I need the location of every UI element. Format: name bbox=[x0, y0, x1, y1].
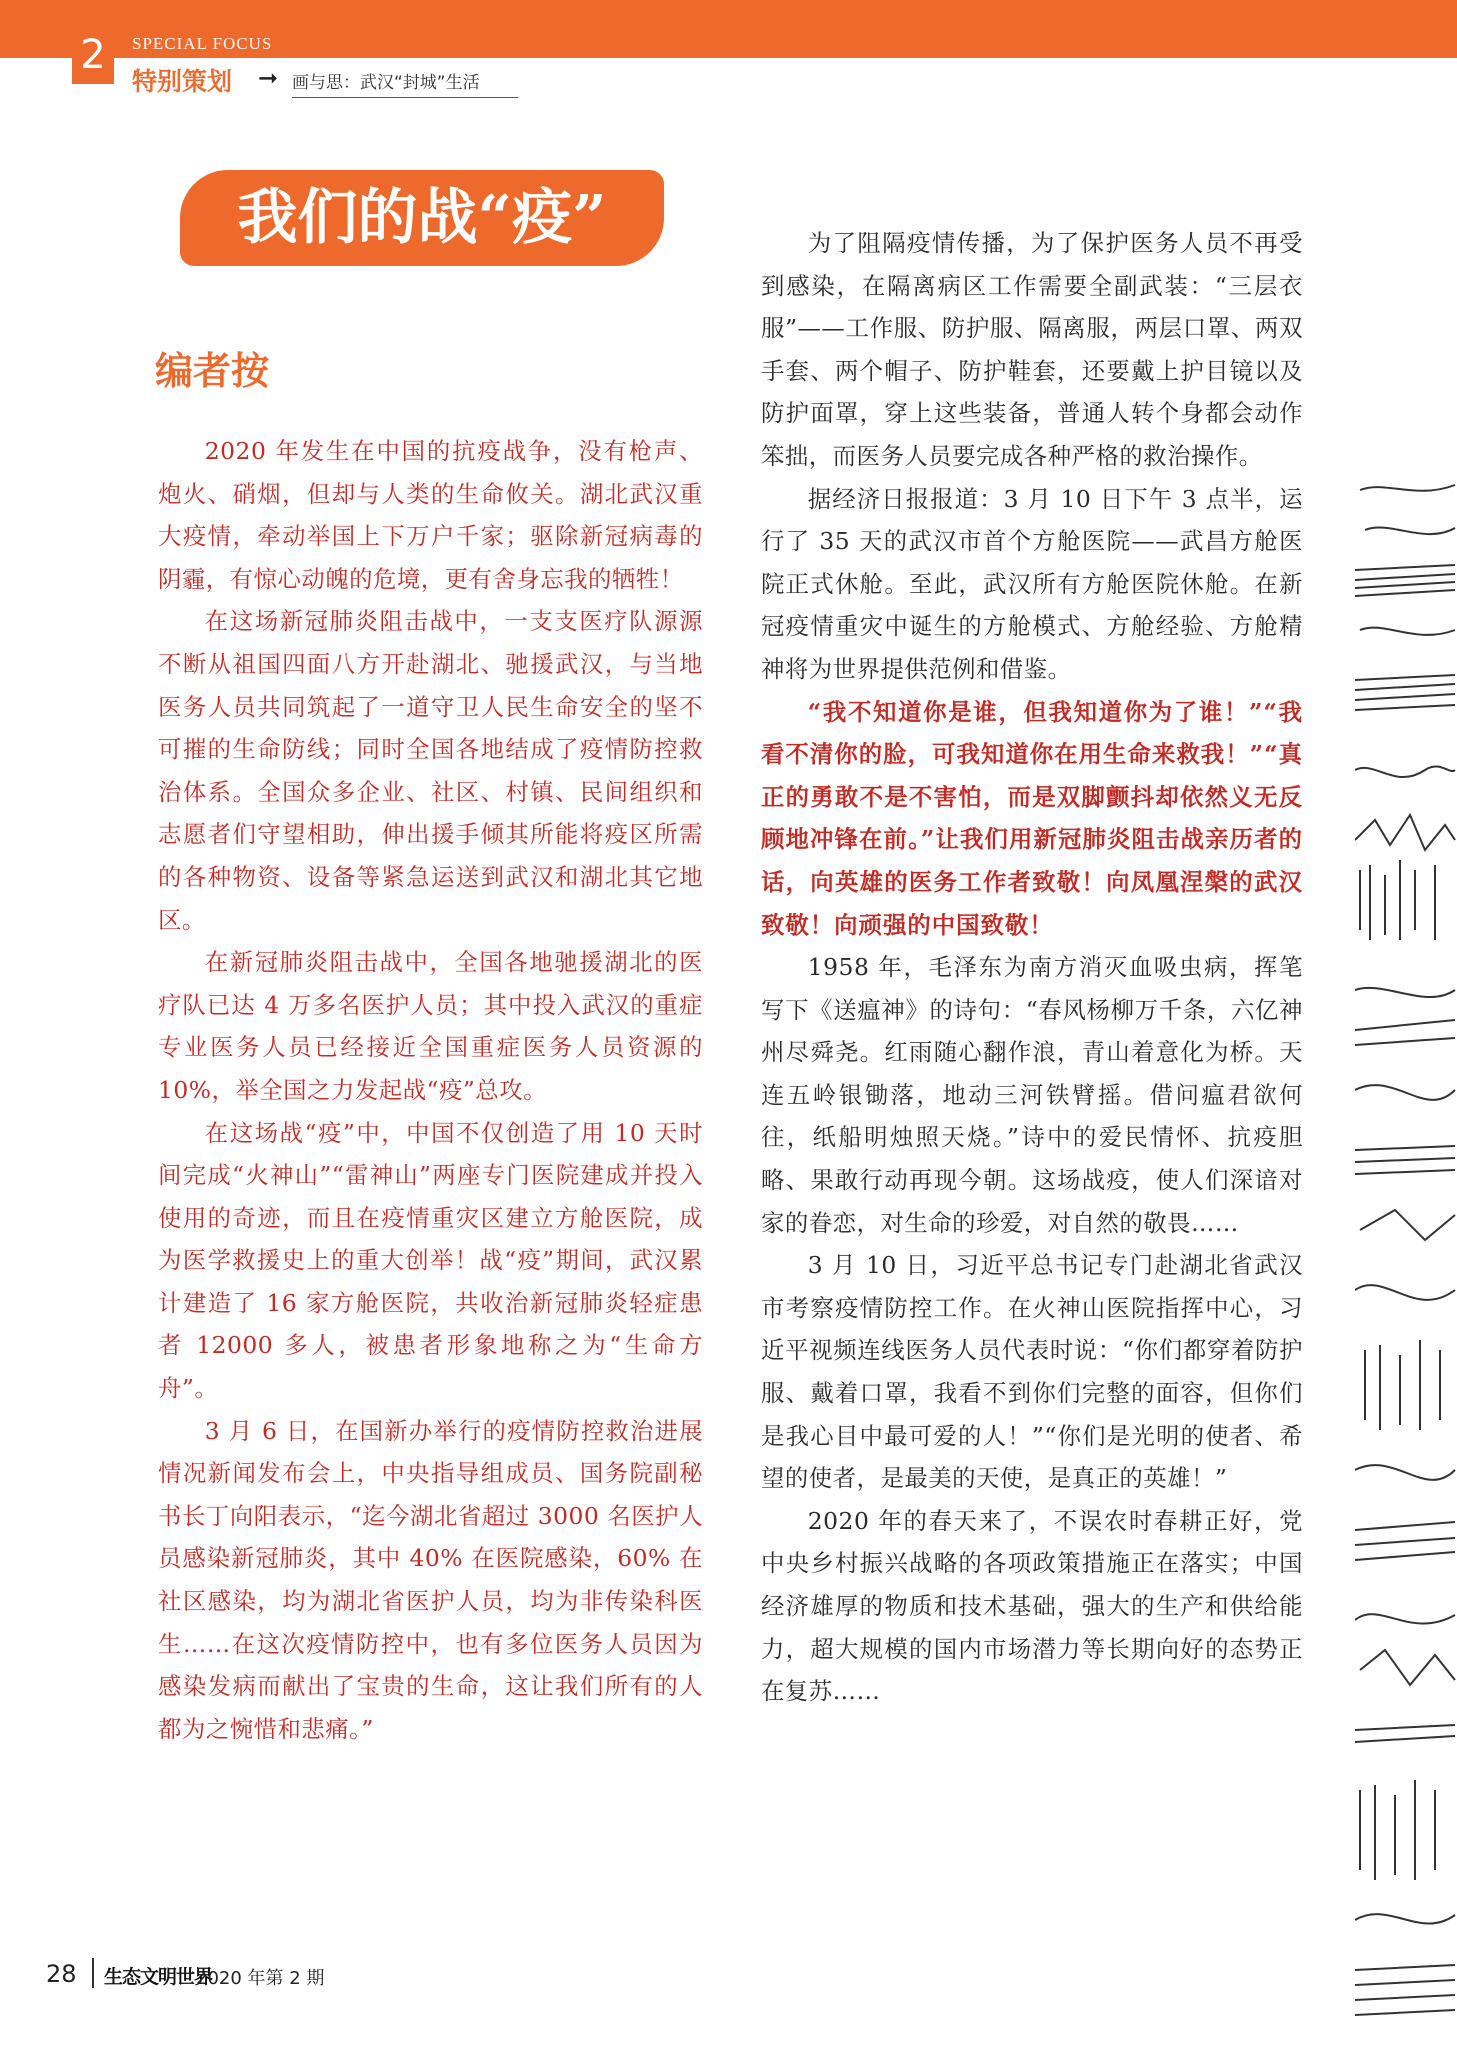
arrow-right-icon: ➞ bbox=[258, 64, 279, 92]
breadcrumb: 画与思：武汉“封城”生活 bbox=[292, 68, 518, 98]
paragraph: 为了阻隔疫情传播，为了保护医务人员不再受到感染，在隔离病区工作需要全副武装：“三层衣服”——工作服、防护服、隔离服，两层口罩、两双手套、两个帽子、防护鞋套，还要戴上护目镜以及防护面罩，穿上这些装备，普通人转个身都会动作笨拙，而医务人员要完成各种严格的救治操作。 bbox=[761, 229, 1303, 470]
section-number: 2 bbox=[72, 26, 114, 84]
issue-label: 2020 年第 2 期 bbox=[196, 1968, 325, 1989]
quote-paragraph: “我不知道你是谁，但我知道你为了谁！”“我看不清你的脸，可我知道你在用生命来救我！”“真正的勇敢不是不害怕，而是双脚颤抖却依然义无反顾地冲锋在前。”让我们用新冠肺炎阻击战亲历者的话，向英雄的医务工作者致敬！向凤凰涅槃的武汉致敬！向顽强的中国致敬！ bbox=[761, 697, 1303, 939]
article-title-banner bbox=[180, 170, 664, 266]
paragraph: 3 月 10 日，习近平总书记专门赴湖北省武汉市考察疫情防控工作。在火神山医院指挥中心，习近平视频连线医务人员代表时说：“你们都穿着防护服、戴着口罩，我看不到你们完整的面容，但你们是我心目中最可爱的人！”“你们是光明的使者、希望的使者，是最美的天使，是真正的英雄！” bbox=[761, 1251, 1303, 1493]
paragraph: 在新冠肺炎阻击战中，全国各地驰援湖北的医疗队已达 4 万多名医护人员；其中投入武汉的重症专业医务人员已经接近全国重症医务人员资源的 10%，举全国之力发起战“疫”总攻。 bbox=[158, 948, 703, 1104]
right-column bbox=[761, 222, 1303, 1713]
paragraph: 2020 年的春天来了，不误农时春耕正好，党中央乡村振兴战略的各项政策措施正在落实；中国经济雄厚的物质和技术基础，强大的生产和供给能力，超大规模的国内市场潜力等长期向好的态势正在复苏…… bbox=[761, 1506, 1303, 1706]
sketch-illustration bbox=[1355, 470, 1457, 2048]
magazine-logo: 生态文明世界 bbox=[104, 1966, 213, 1988]
paragraph: 3 月 6 日，在国新办举行的疫情防控救治进展情况新闻发布会上，中央指导组成员、国务院副秘书长丁向阳表示，“迄今湖北省超过 3000 名医护人员感染新冠肺炎，其中 40% 在医院感染，60% 在社区感染，均为湖北省医护人员，均为非传染科医生……在这次疫情防控中，也有多位医务人员因为感染发病而献出了宝贵的生命，这让我们所有的人都为之惋惜和悲痛。” bbox=[158, 1416, 703, 1743]
section-label-cn: 特别策划 bbox=[132, 67, 233, 96]
paragraph: 1958 年，毛泽东为南方消灭血吸虫病，挥笔写下《送瘟神》的诗句：“春风杨柳万千条，六亿神州尽舜尧。红雨随心翻作浪，青山着意化为桥。天连五岭银锄落，地动三河铁臂摇。借问瘟君欲何往，纸船明烛照天烧。”诗中的爱民情怀、抗疫胆略、果敢行动再现今朝。这场战疫，使人们深谙对家的眷恋，对生命的珍爱，对自然的敬畏…… bbox=[761, 953, 1303, 1237]
paragraph: 据经济日报报道：3 月 10 日下午 3 点半，运行了 35 天的武汉市首个方舱医院——武昌方舱医院正式休舱。至此，武汉所有方舱医院休舱。在新冠疫情重灾中诞生的方舱模式、方舱经验、方舱精神将为世界提供范例和借鉴。 bbox=[761, 484, 1303, 683]
footer-divider bbox=[92, 1958, 94, 1988]
left-column bbox=[158, 430, 703, 1750]
article-title: 我们的战“疫” bbox=[237, 183, 607, 253]
section-label-en: SPECIAL FOCUS bbox=[132, 34, 273, 53]
paragraph: 2020 年发生在中国的抗疫战争，没有枪声、炮火、硝烟，但却与人类的生命攸关。湖北武汉重大疫情，牵动举国上下万户千家；驱除新冠病毒的阴霾，有惊心动魄的危境，更有舍身忘我的牺牲！ bbox=[158, 437, 703, 593]
paragraph: 在这场战“疫”中，中国不仅创造了用 10 天时间完成“火神山”“雷神山”两座专门医院建成并投入使用的奇迹，而且在疫情重灾区建立方舱医院，成为医学救援史上的重大创举！战“疫”期间，武汉累计建造了 16 家方舱医院，共收治新冠肺炎轻症患者 12000 多人，被患者形象地称之为“生命方舟”。 bbox=[158, 1118, 703, 1403]
page-number: 28 bbox=[46, 1960, 77, 1988]
paragraph: 在这场新冠肺炎阻击战中，一支支医疗队源源不断从祖国四面八方开赴湖北、驰援武汉，与当地医务人员共同筑起了一道守卫人民生命安全的坚不可摧的生命防线；同时全国各地结成了疫情防控救治体系。全国众多企业、社区、村镇、民间组织和志愿者们守望相助，伸出援手倾其所能将疫区所需的各种物资、设备等紧急运送到武汉和湖北其它地区。 bbox=[158, 607, 703, 934]
editor-note-heading: 编者按 bbox=[155, 349, 270, 393]
